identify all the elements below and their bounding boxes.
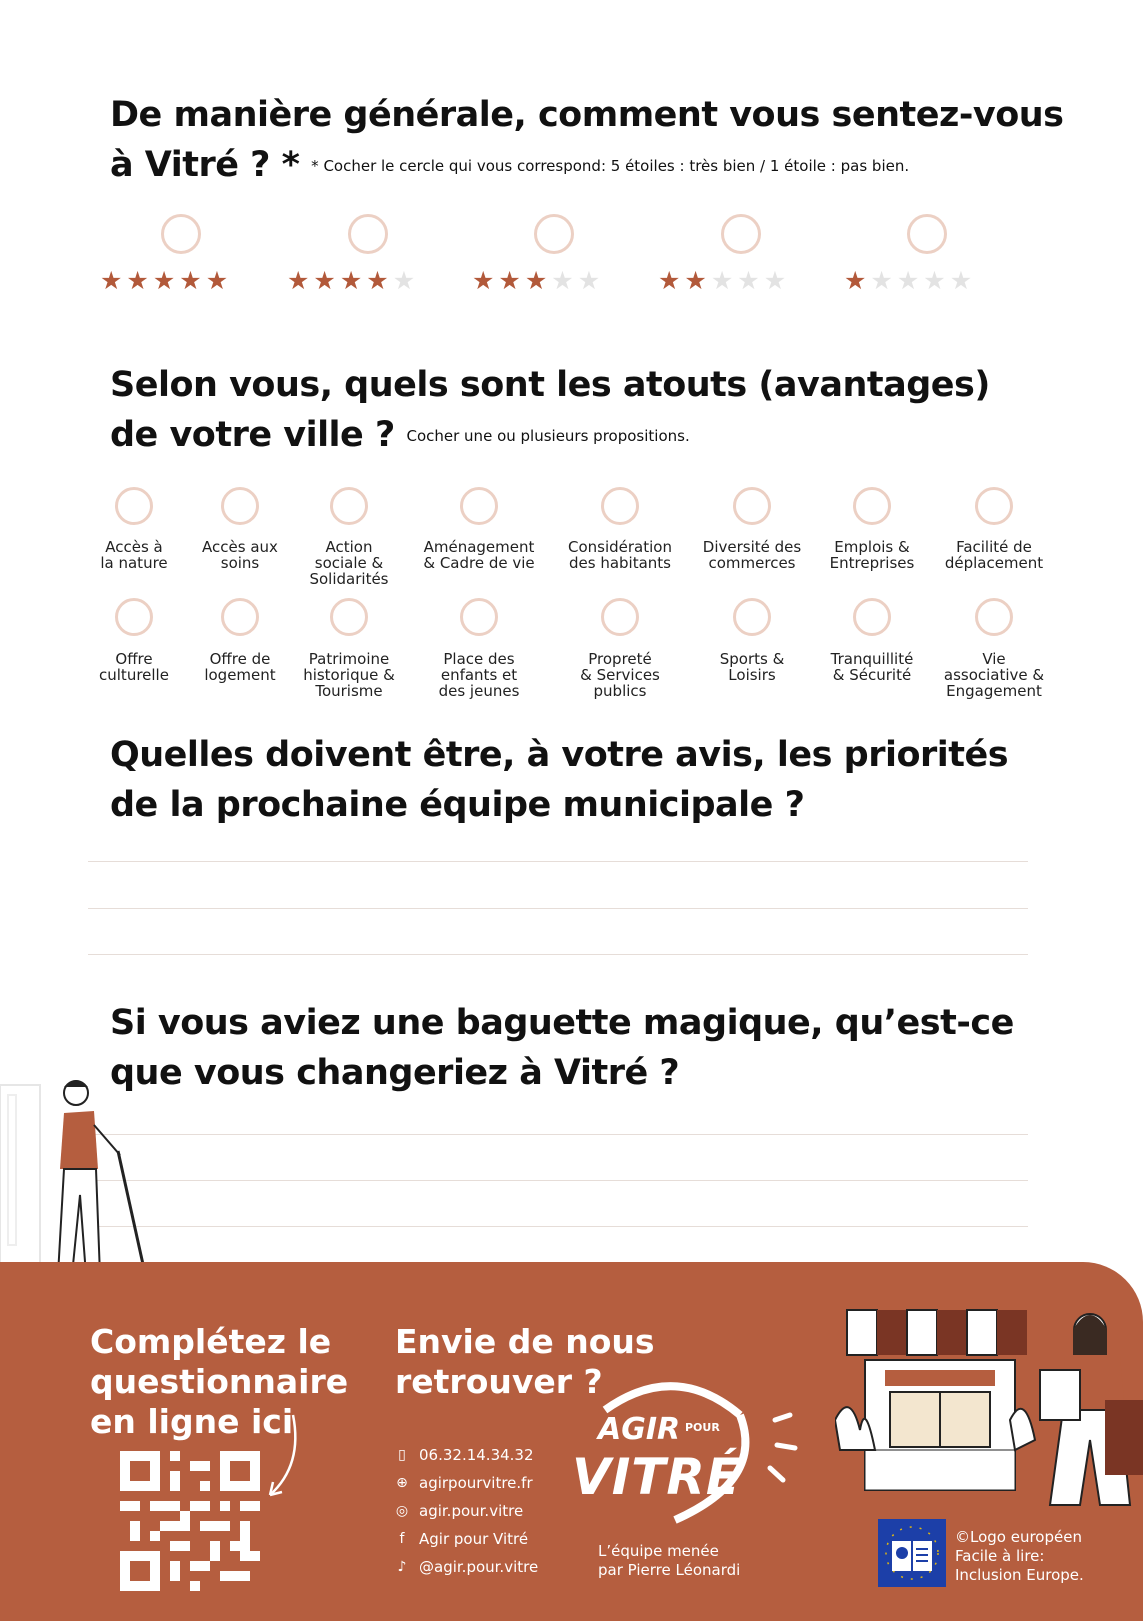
option-label-line: Offre [115,650,153,668]
star-empty-icon: ★ [551,266,578,295]
logo-pour-text: POUR [685,1421,720,1434]
euro-line3: Inclusion Europe. [955,1566,1084,1584]
option-label-line: Action [325,538,373,556]
tiktok-text: @agir.pour.vitre [419,1558,539,1576]
option-checkbox[interactable] [733,487,771,525]
star-filled-icon: ★ [152,266,180,295]
option-checkbox[interactable] [330,487,368,525]
star-filled-icon: ★ [287,266,314,295]
option-label [692,539,812,571]
option-label-line: Patrimoine [308,650,390,668]
option-checkbox[interactable] [853,598,891,636]
meet-line2: retrouver ? [395,1362,603,1401]
option-label [180,539,300,571]
question-3-line1: Quelles doivent être, à votre avis, les priorités [110,735,1009,775]
rating-radio-5[interactable] [161,214,201,254]
star-filled-icon: ★ [339,266,367,295]
easy-to-read-logo [878,1519,946,1587]
star-filled-icon: ★ [844,266,871,295]
phone-text: 06.32.14.34.32 [419,1446,534,1464]
star-filled-icon: ★ [179,266,206,295]
option-label-line: Facilité de [956,538,1032,556]
option-label-line: la nature [100,554,168,572]
answer-line[interactable] [88,1180,1028,1181]
contact-phone[interactable] [395,1441,538,1469]
logo-vitre-text: VITRÉ [572,1448,742,1506]
option-checkbox[interactable] [601,487,639,525]
qr-code[interactable] [120,1451,260,1591]
option-label [74,539,194,571]
star-empty-icon: ★ [710,266,738,295]
star-empty-icon: ★ [923,266,950,295]
option-label-line: sociale & [314,554,384,572]
option-label-line: publics [593,682,647,700]
option-label-line: soins [220,554,260,572]
question-2-line2: de votre ville ? [110,415,395,455]
question-1-line1: De manière générale, comment vous sentez-vous [110,95,1064,135]
answer-line[interactable] [88,1226,1028,1227]
rating-stars-4 [287,268,419,293]
euro-line1: ©Logo européen [955,1528,1082,1546]
option-label [419,651,539,699]
option-label-line: Place des [443,650,515,668]
option-label-line: Considération [568,538,672,556]
option-label-line: Diversité des [702,538,802,556]
option-checkbox[interactable] [221,487,259,525]
star-filled-icon: ★ [205,266,233,295]
option-label-line: logement [204,666,276,684]
facebook-icon: f [399,1531,405,1547]
rating-radio-3[interactable] [534,214,574,254]
shop-illustration [835,1300,1143,1510]
team-line2: par Pierre Léonardi [598,1561,741,1579]
star-empty-icon: ★ [763,266,791,295]
option-label-line: Offre de [209,650,271,668]
option-label-line: historique & [303,666,395,684]
online-line1: Complétez le [90,1322,332,1361]
option-label-line: Accès à [105,538,163,556]
euro-line2: Facile à lire: [955,1547,1045,1565]
online-heading [90,1322,348,1442]
answer-line[interactable] [88,908,1028,909]
tiktok-icon: ♪ [397,1559,407,1575]
option-checkbox[interactable] [460,598,498,636]
instagram-icon: ◎ [395,1503,409,1519]
option-label-line: Tranquillité [830,650,914,668]
website-text: agirpourvitre.fr [419,1474,533,1492]
star-filled-icon: ★ [472,266,499,295]
question-1-title [110,90,1064,191]
star-filled-icon: ★ [658,266,685,295]
facebook-text: Agir pour Vitré [419,1530,529,1548]
contact-tiktok[interactable] [395,1553,538,1581]
option-label [812,651,932,683]
rating-radio-2[interactable] [721,214,761,254]
option-checkbox[interactable] [853,487,891,525]
question-3-line2: de la prochaine équipe municipale ? [110,785,805,825]
option-label-line: des habitants [569,554,671,572]
option-label [419,539,539,571]
option-checkbox[interactable] [975,487,1013,525]
option-label [692,651,812,683]
globe-icon: ⊕ [396,1475,408,1491]
answer-line[interactable] [88,1134,1028,1135]
option-label [289,651,409,699]
answer-line[interactable] [88,861,1028,862]
online-line2: questionnaire [90,1362,349,1401]
rating-stars-3 [472,268,604,293]
star-filled-icon: ★ [684,266,711,295]
option-label-line: & Cadre de vie [423,554,535,572]
option-label-line: Propreté [588,650,652,668]
star-empty-icon: ★ [870,266,897,295]
option-label-line: déplacement [944,554,1044,572]
option-checkbox[interactable] [115,598,153,636]
question-1-line2: à Vitré ? * [110,145,300,185]
arrow-icon [265,1410,305,1505]
option-label-line: Sports & [719,650,785,668]
option-label-line: Loisirs [728,666,776,684]
question-4-line1: Si vous aviez une baguette magique, qu’est-ce [110,1003,1014,1043]
option-checkbox[interactable] [601,598,639,636]
rating-stars-1 [844,268,976,293]
option-label-line: culturelle [99,666,169,684]
star-empty-icon: ★ [896,266,924,295]
option-checkbox[interactable] [330,598,368,636]
option-label [560,539,680,571]
option-label-line: Aménagement [423,538,535,556]
star-empty-icon: ★ [392,266,420,295]
option-label [180,651,300,683]
rating-radio-1[interactable] [907,214,947,254]
instagram-text: agir.pour.vitre [419,1502,524,1520]
option-label [934,651,1054,699]
question-2-note: Cocher une ou plusieurs propositions. [406,427,690,445]
star-filled-icon: ★ [313,266,340,295]
easy-to-read-caption [955,1528,1084,1585]
option-checkbox[interactable] [975,598,1013,636]
contact-website[interactable] [395,1469,538,1497]
option-label-line: des jeunes [438,682,520,700]
question-4-line2: que vous changeriez à Vitré ? [110,1053,680,1093]
option-label-line: & Sécurité [832,666,912,684]
option-checkbox[interactable] [460,487,498,525]
option-label-line: Vie [982,650,1006,668]
contact-list [395,1441,538,1581]
team-caption [598,1542,740,1580]
rating-stars-2 [658,268,790,293]
option-checkbox[interactable] [115,487,153,525]
option-label-line: Emplois & [834,538,910,556]
option-label [934,539,1054,571]
option-label-line: Tourisme [315,682,383,700]
contact-facebook[interactable] [395,1525,538,1553]
meet-line1: Envie de nous [395,1322,655,1361]
option-label-line: Engagement [946,682,1042,700]
option-label-line: Solidarités [309,570,389,588]
question-1-note: * Cocher le cercle qui vous correspond: 5 étoiles : très bien / 1 étoile : pas bien. [311,157,910,175]
question-3-title [110,730,1008,830]
logo-agir-text: AGIR [598,1412,681,1447]
option-checkbox[interactable] [221,598,259,636]
star-empty-icon: ★ [737,266,764,295]
star-filled-icon: ★ [126,266,153,295]
rating-radio-4[interactable] [348,214,388,254]
star-empty-icon: ★ [577,266,605,295]
option-label-line: & Services [580,666,660,684]
star-filled-icon: ★ [524,266,552,295]
contact-instagram[interactable] [395,1497,538,1525]
star-filled-icon: ★ [366,266,393,295]
star-filled-icon: ★ [100,266,127,295]
rating-stars-5 [100,268,232,293]
answer-line[interactable] [88,954,1028,955]
option-label [289,539,409,587]
star-empty-icon: ★ [949,266,977,295]
team-line1: L’équipe menée [598,1542,719,1560]
online-line3: en ligne ici [90,1402,294,1441]
option-label-line: Entreprises [829,554,915,572]
option-label-line: Accès aux [202,538,278,556]
option-label [74,651,194,683]
phone-icon: ▯ [398,1447,406,1463]
question-2-title [110,360,990,461]
question-2-line1: Selon vous, quels sont les atouts (avantages) [110,365,990,405]
option-label-line: commerces [708,554,796,572]
option-checkbox[interactable] [733,598,771,636]
option-label [812,539,932,571]
star-filled-icon: ★ [498,266,525,295]
option-label-line: associative & [943,666,1045,684]
question-4-title [110,998,1014,1098]
option-label-line: enfants et [440,666,518,684]
option-label [560,651,680,699]
